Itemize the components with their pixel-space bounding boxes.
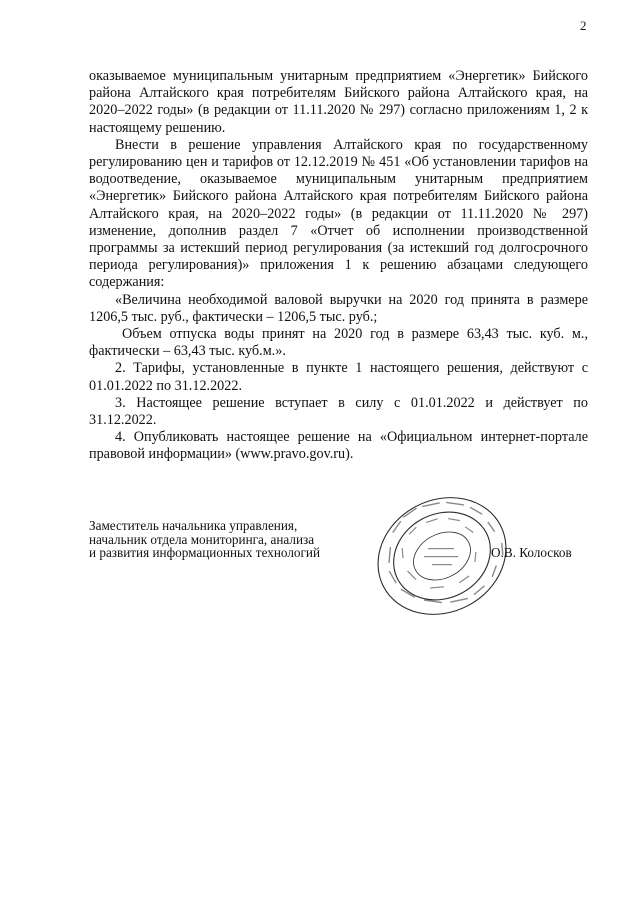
paragraph-item-4: 4. Опубликовать настоящее решение на «Официальном интернет-портале правовой информации» (www.pravo.gov.ru). <box>89 429 588 463</box>
signatory-name: О.В. Колосков <box>491 545 572 560</box>
document-body <box>89 68 588 464</box>
page-number: 2 <box>580 18 587 33</box>
paragraph-item-3: 3. Настоящее решение вступает в силу с 01.01.2022 и действует по 31.12.2022. <box>89 394 588 429</box>
stamp-texture <box>388 502 503 603</box>
paragraph-continuation: оказываемое муниципальным унитарным предприятием «Энергетик» Бийского района Алтайского края потребителям Бийского района Алтайского края, на 2020–2022 годы» (в редакции от 11.11.2020 № 297) согласно приложениям 1, 2 к настоящему решению. <box>89 68 588 136</box>
signatory-title-line: и развития информационных технологий <box>89 545 321 561</box>
signatory-title <box>89 519 320 560</box>
signatory-title-line: Заместитель начальника управления, <box>89 518 298 533</box>
paragraph-quote-revenue: «Величина необходимой валовой выручки на 2020 год принята в размере 1206,5 тыс. руб., фактически – 1206,5 тыс. руб.; <box>89 291 588 325</box>
signatory-title-line: начальник отдела мониторинга, анализа <box>89 531 315 547</box>
paragraph-item-2: 2. Тарифы, установленные в пункте 1 настоящего решения, действуют с 01.01.2022 по 31.12.2022. <box>89 360 588 394</box>
paragraph-amendment: Внести в решение управления Алтайского края по государственному регулированию цен и тарифов от 12.12.2019 № 451 «Об установлении тарифов на водоотведение, оказываемое муниципальным унитарным предприятием «Энергетик» Бийского района Алтайского края потребителям Бийского района Алтайского края, на 2020–2022 годы» (в редакции от 11.11.2020 № 297) изменение, дополнив раздел 7 «Отчет об исполнении производственной программы за истекший период регулирования (за истекший год долгосрочного периода регулирования)» приложения 1 к решению абзацами следующего содержания: <box>89 136 588 291</box>
paragraph-quote-volume: Объем отпуска воды принят на 2020 год в размере 63,43 тыс. куб. м., фактически – 63,43 тыс. куб.м.». <box>89 326 588 360</box>
